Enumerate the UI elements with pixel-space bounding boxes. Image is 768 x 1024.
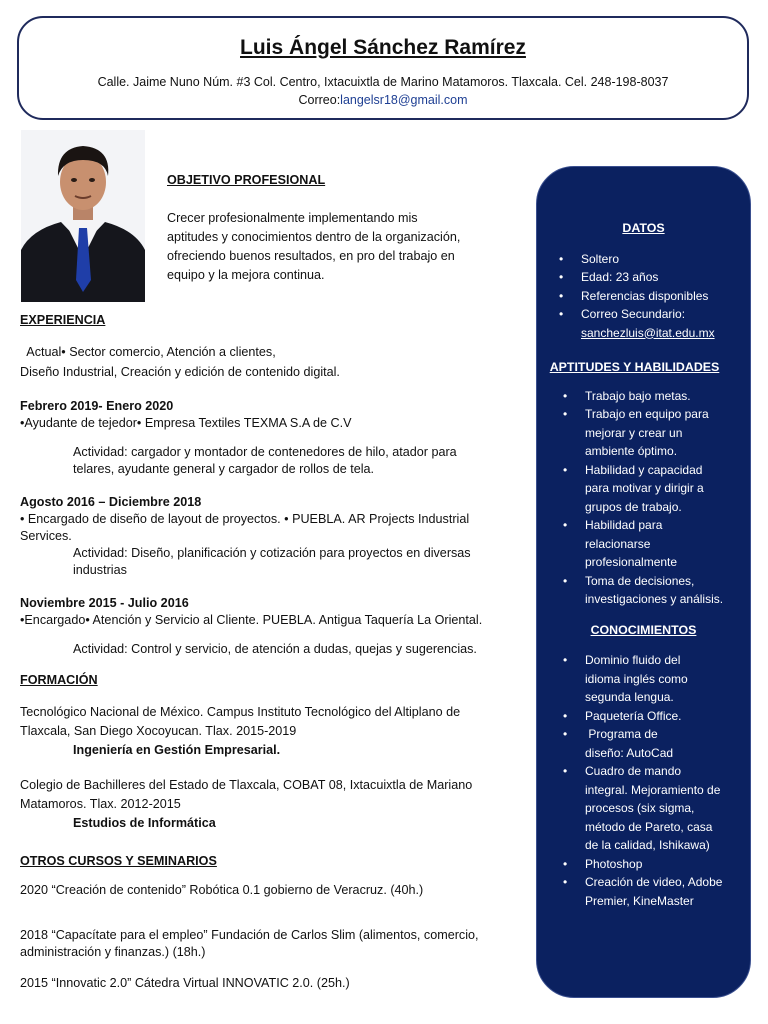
skills-line: • Habilidad y capacidad: [585, 462, 703, 477]
datos-line: • Soltero: [581, 251, 620, 266]
skills-heading: APTITUDES Y HABILIDADES: [549, 360, 720, 374]
education-list: [20, 703, 530, 833]
course-line: 2018 “Capacítate para el empleo” Fundación de Carlos Slim (alimentos, comercio,: [20, 928, 479, 942]
knowledge-line: procesos (six sigma,: [585, 801, 695, 815]
datos-item: [581, 250, 750, 269]
knowledge-line: de la calidad, Ishikawa): [585, 838, 710, 852]
candidate-name: Luis Ángel Sánchez Ramírez: [240, 36, 526, 59]
job-period: Febrero 2019- Enero 2020: [20, 399, 174, 413]
skills-line: relacionarse: [585, 536, 651, 551]
objective-section: [167, 172, 527, 285]
knowledge-line: • Creación de video, Adobe: [585, 875, 723, 889]
job-position-line: •Ayudante de tejedor• Empresa Textiles TEXMA S.A de C.V: [20, 416, 352, 430]
education-degree: Estudios de Informática: [73, 816, 216, 830]
knowledge-line: • Paquetería Office.: [585, 708, 682, 723]
course-entry: [20, 975, 530, 992]
education-line: Colegio de Bachilleres del Estado de Tlaxcala, COBAT 08, Ixtacuixtla de Mariano: [20, 778, 473, 792]
jobs-list: [20, 398, 530, 658]
courses-heading: OTROS CURSOS Y SEMINARIOS: [20, 854, 217, 868]
objective-line: equipo y la mejora continua.: [167, 268, 325, 282]
education-degree: Ingeniería en Gestión Empresarial.: [73, 743, 281, 757]
job-activity-line: Actividad: cargador y montador de contenedores de hilo, atador para: [73, 445, 457, 459]
knowledge-line: idioma inglés como: [585, 671, 688, 686]
skills-item: [585, 516, 750, 572]
knowledge-line: método de Pareto, casa: [585, 819, 713, 834]
job-entry: [20, 595, 530, 658]
header-box: [17, 16, 749, 120]
job-position-line: •Encargado• Atención y Servicio al Cliente. PUEBLA. Antigua Taquería La Oriental.: [20, 613, 483, 627]
job-activity: [20, 545, 530, 579]
knowledge-line: • Dominio fluido del: [585, 653, 681, 667]
skills-line: ambiente óptimo.: [585, 444, 678, 458]
knowledge-line: integral. Mejoramiento de: [585, 782, 721, 797]
datos-line: • Edad: 23 años: [581, 270, 659, 284]
education-heading: FORMACIÓN: [20, 673, 98, 687]
email-link[interactable]: langelsr18@gmail.com: [340, 93, 468, 107]
job-activity-line: Actividad: Diseño, planificación y cotización para proyectos en diversas: [73, 546, 471, 560]
datos-item: [581, 305, 750, 342]
education-entry: [20, 776, 530, 833]
skills-line: • Trabajo bajo metas.: [585, 388, 691, 403]
knowledge-line: • Photoshop: [585, 856, 643, 871]
main-column: [20, 312, 530, 992]
skills-item: [585, 405, 750, 461]
knowledge-item: [585, 762, 734, 855]
sidebar-panel: [536, 166, 751, 998]
education-entry: [20, 703, 530, 760]
profile-photo-image: [21, 130, 145, 302]
datos-heading: DATOS: [622, 221, 665, 235]
current-job-line1: Actual• Sector comercio, Atención a clientes,: [20, 345, 276, 359]
skills-list: [585, 387, 750, 609]
course-entry: [20, 882, 530, 899]
course-line: 2020 “Creación de contenido” Robótica 0.1 gobierno de Veracruz. (40h.): [20, 883, 424, 897]
job-position-line: Services.: [20, 529, 72, 543]
job-period: Agosto 2016 – Diciembre 2018: [20, 495, 202, 509]
skills-line: • Habilidad para: [585, 518, 663, 532]
job-activity-line: industrias: [73, 563, 127, 577]
current-job-line2: Diseño Industrial, Creación y edición de contenido digital.: [20, 365, 340, 379]
knowledge-line: segunda lengua.: [585, 690, 674, 704]
skills-item: [585, 387, 750, 406]
knowledge-list: [585, 651, 734, 910]
secondary-email[interactable]: sanchezluis@itat.edu.mx: [581, 325, 715, 340]
objective-line: Crecer profesionalmente implementando mis: [167, 211, 418, 225]
skills-line: • Trabajo en equipo para: [585, 407, 709, 421]
objective-text: [167, 209, 527, 285]
knowledge-line: • Cuadro de mando: [585, 764, 682, 778]
course-line: 2015 “Innovatic 2.0” Cátedra Virtual INNOVATIC 2.0. (25h.): [20, 976, 350, 990]
skills-line: investigaciones y análisis.: [585, 592, 724, 606]
job-position-line: • Encargado de diseño de layout de proyectos. • PUEBLA. AR Projects Industrial: [20, 512, 470, 526]
job-activity: [20, 641, 530, 658]
knowledge-item: [585, 707, 734, 726]
education-line: Tecnológico Nacional de México. Campus Instituto Tecnológico del Altiplano de: [20, 705, 461, 719]
knowledge-item: [585, 651, 734, 707]
course-line: administración y finanzas.) (18h.): [20, 945, 206, 959]
current-job: [20, 342, 530, 382]
datos-line: • Referencias disponibles: [581, 288, 709, 303]
course-entry: [20, 927, 530, 961]
skills-line: • Toma de decisiones,: [585, 573, 695, 588]
knowledge-item: [585, 725, 734, 762]
knowledge-item: [585, 873, 734, 910]
job-activity-line: Actividad: Control y servicio, de atención a dudas, quejas y sugerencias.: [73, 642, 477, 656]
skills-line: profesionalmente: [585, 555, 678, 569]
job-entry: [20, 494, 530, 579]
skills-line: grupos de trabajo.: [585, 499, 682, 514]
job-entry: [20, 398, 530, 478]
datos-item: [581, 268, 750, 287]
knowledge-item: [585, 855, 734, 874]
knowledge-line: • Programa de: [585, 727, 658, 741]
objective-line: aptitudes y conocimientos dentro de la organización,: [167, 230, 461, 244]
knowledge-line: Premier, KineMaster: [585, 893, 694, 908]
education-line: Tlaxcala, San Diego Xocoyucan. Tlax. 2015-2019: [20, 724, 297, 738]
datos-list: [581, 250, 750, 343]
knowledge-heading: CONOCIMIENTOS: [590, 622, 697, 637]
job-period: Noviembre 2015 - Julio 2016: [20, 596, 189, 610]
skills-line: mejorar y crear un: [585, 425, 683, 440]
skills-item: [585, 461, 750, 517]
courses-list: [20, 882, 530, 992]
datos-line: • Correo Secundario:: [581, 307, 686, 321]
education-line: Matamoros. Tlax. 2012-2015: [20, 797, 181, 811]
datos-item: [581, 287, 750, 306]
experience-heading: EXPERIENCIA: [20, 313, 106, 327]
skills-line: para motivar y dirigir a: [585, 481, 704, 495]
profile-photo: [21, 130, 145, 302]
skills-item: [585, 572, 750, 609]
job-activity-line: telares, ayudante general y cargador de rollos de tela.: [73, 462, 375, 476]
email-label: Correo:: [298, 93, 341, 107]
job-activity: [20, 444, 530, 478]
objective-heading: OBJETIVO PROFESIONAL: [167, 173, 326, 187]
objective-line: ofreciendo buenos resultados, en pro del trabajo en: [167, 249, 455, 263]
email-line: [19, 93, 747, 107]
knowledge-line: diseño: AutoCad: [585, 745, 674, 760]
address-line: Calle. Jaime Nuno Núm. #3 Col. Centro, Ixtacuixtla de Marino Matamoros. Tlaxcala. Cel. 248-198-8037: [97, 75, 669, 89]
